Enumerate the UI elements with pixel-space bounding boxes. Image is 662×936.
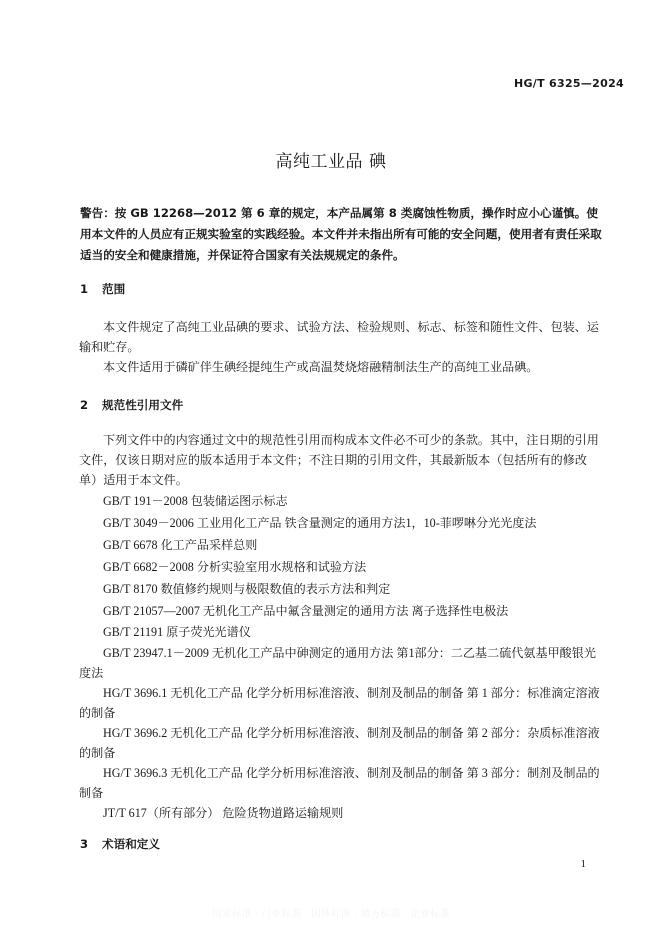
reference-item: HG/T 3696.3 无机化工产品 化学分析用标准溶液、制剂及制品的制备 第 3 部分：制剂及制品的制备: [79, 766, 600, 800]
reference-item: JT/T 617（所有部分） 危险货物道路运输规则: [103, 806, 344, 820]
document-title: 高纯工业品 碘: [275, 152, 387, 172]
reference-item: GB/T 23947.1－2009 无机化工产品中砷测定的通用方法 第1部分：二乙基二硫代氨基甲酸银光度法: [79, 646, 596, 680]
page-number: 1: [580, 858, 586, 870]
section-2-number: 2: [80, 398, 89, 412]
reference-item: GB/T 21191 原子荧光光谱仪: [103, 625, 251, 639]
section-1-number: 1: [80, 282, 89, 296]
section-1-heading: [80, 281, 125, 297]
reference-item: GB/T 191－2008 包装储运图示标志: [103, 494, 288, 508]
scope-paragraph-1: 本文件规定了高纯工业品碘的要求、试验方法、检验规则、标志、标签和随性文件、包装、运输和贮存。: [79, 320, 599, 354]
watermark: 国家标准 · 行业标准 · 团体标准 · 地方标准 · 企业标准: [211, 909, 451, 920]
warning-paragraph: 警告：按 GB 12268—2012 第 6 章的规定，本产品属第 8 类腐蚀性物质，操作时应小心谨慎。使用本文件的人员应有正规实验室的实践经验。本文件并未指出所有可能的安全问题，使用者有责任采取适当的安全和健康措施，并保证符合国家有关法规规定的条件。: [80, 206, 602, 262]
section-3-title: 术语和定义: [102, 837, 160, 851]
reference-item: GB/T 8170 数值修约规则与极限数值的表示方法和判定: [103, 582, 391, 596]
section-1-title: 范围: [102, 282, 126, 296]
section-2-title: 规范性引用文件: [102, 398, 184, 412]
standard-code: HG/T 6325—2024: [513, 77, 624, 90]
reference-item: GB/T 6678 化工产品采样总则: [103, 538, 258, 552]
references-intro: 下列文件中的内容通过文中的规范性引用而构成本文件必不可少的条款。其中，注日期的引用文件，仅该日期对应的版本适用于本文件；不注日期的引用文件，其最新版本（包括所有的修改单）适用于本文件。: [79, 433, 599, 487]
section-2-heading: [80, 397, 183, 413]
section-3-heading: [80, 836, 160, 852]
reference-item: GB/T 21057—2007 无机化工产品中氟含量测定的通用方法 离子选择性电极法: [103, 604, 509, 618]
reference-item: GB/T 3049－2006 工业用化工产品 铁含量测定的通用方法1，10-菲啰啉分光光度法: [103, 516, 537, 530]
scope-paragraph-2: 本文件适用于磷矿伴生碘经提纯生产或高温焚烧熔融精制法生产的高纯工业品碘。: [103, 360, 539, 374]
section-3-number: 3: [80, 837, 89, 851]
reference-item: HG/T 3696.2 无机化工产品 化学分析用标准溶液、制剂及制品的制备 第 2 部分：杂质标准溶液的制备: [79, 726, 600, 760]
reference-item: HG/T 3696.1 无机化工产品 化学分析用标准溶液、制剂及制品的制备 第 1 部分：标准滴定溶液的制备: [79, 686, 600, 720]
reference-item: GB/T 6682－2008 分析实验室用水规格和试验方法: [103, 560, 367, 574]
